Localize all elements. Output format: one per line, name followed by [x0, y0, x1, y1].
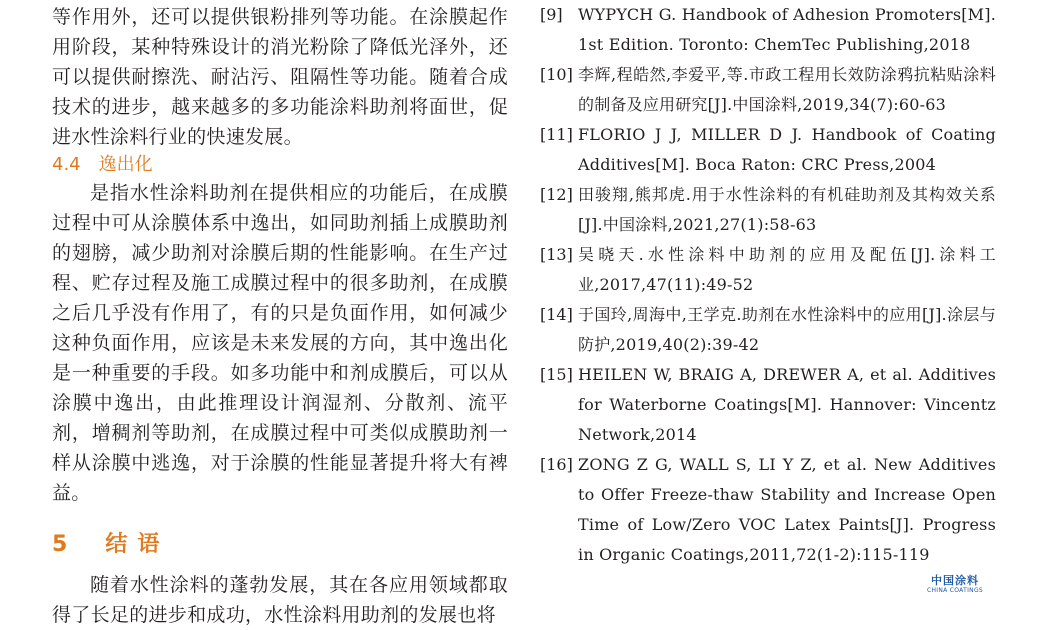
reference-text: FLORIO J J, MILLER D J. Handbook of Coating Additives[M]. Boca Raton: CRC Press,2004	[578, 125, 996, 174]
reference-number: [13]	[540, 245, 573, 264]
references-column	[540, 0, 996, 570]
reference-item	[540, 0, 996, 60]
reference-number: [16]	[540, 455, 573, 474]
subsection-title: 逸出化	[98, 154, 153, 175]
reference-item	[540, 60, 996, 120]
reference-number: [12]	[540, 185, 573, 204]
reference-text: ZONG Z G, WALL S, LI Y Z, et al. New Additives to Offer Freeze-thaw Stability and Increase Open Time of Low/Zero VOC Latex Paints[J]. Progress in Organic Coatings,2011,72(1-2):115-119	[578, 455, 996, 564]
logo-english-text: CHINA COATINGS	[927, 587, 983, 594]
reference-number: [9]	[540, 5, 563, 24]
reference-text: WYPYCH G. Handbook of Adhesion Promoters[M]. 1st Edition. Toronto: ChemTec Publishing,2018	[578, 5, 996, 54]
reference-item	[540, 180, 996, 240]
reference-text: 于国玲,周海中,王学克.助剂在水性涂料中的应用[J].涂层与防护,2019,40(2):39-42	[578, 305, 996, 354]
reference-text: 吴晓天.水性涂料中助剂的应用及配伍[J].涂料工业,2017,47(11):49-52	[578, 245, 996, 294]
reference-text: 田骏翔,熊邦虎.用于水性涂料的有机硅助剂及其构效关系[J].中国涂料,2021,27(1):58-63	[578, 185, 996, 234]
subsection-number: 4.4	[52, 154, 81, 175]
reference-text: HEILEN W, BRAIG A, DREWER A, et al. Additives for Waterborne Coatings[M]. Hannover: Vincentz Network,2014	[578, 365, 996, 444]
intro-paragraph: 等作用外，还可以提供银粉排列等功能。在涂膜起作用阶段，某种特殊设计的消光粉除了降低光泽外，还可以提供耐擦洗、耐沾污、阻隔性等功能。随着合成技术的进步，越来越多的多功能涂料助剂将面世，促进水性涂料行业的快速发展。	[52, 6, 508, 148]
reference-number: [14]	[540, 305, 573, 324]
subsection-heading	[52, 152, 508, 178]
reference-item	[540, 120, 996, 180]
reference-item	[540, 450, 996, 570]
reference-number: [15]	[540, 365, 573, 384]
subsection-paragraph: 是指水性涂料助剂在提供相应的功能后，在成膜过程中可从涂膜体系中逸出，如同助剂插上成膜助剂的翅膀，减少助剂对涂膜后期的性能影响。在生产过程、贮存过程及施工成膜过程中的很多助剂，在成膜之后几乎没有作用了，有的只是负面作用，如何减少这种负面作用，应该是未来发展的方向，其中逸出化是一种重要的手段。如多功能中和剂成膜后，可以从涂膜中逸出，由此推理设计润湿剂、分散剂、流平剂，增稠剂等助剂，在成膜过程中可类似成膜助剂一样从涂膜中逃逸，对于涂膜的性能显著提升将大有裨益。	[52, 182, 508, 504]
section-paragraph: 随着水性涂料的蓬勃发展，其在各应用领域都取得了长足的进步和成功，水性涂料用助剂的发展也将	[52, 574, 508, 626]
reference-item	[540, 360, 996, 450]
logo-chinese-text: 中国涂料	[931, 574, 979, 587]
journal-logo	[920, 574, 990, 595]
reference-item	[540, 240, 996, 300]
section-number: 5	[52, 532, 78, 557]
left-column	[52, 2, 508, 630]
section-heading	[52, 530, 508, 560]
reference-item	[540, 300, 996, 360]
reference-number: [11]	[540, 125, 573, 144]
section-title: 结语	[105, 532, 170, 557]
reference-number: [10]	[540, 65, 573, 84]
reference-text: 李辉,程皓然,李爱平,等.市政工程用长效防涂鸦抗粘贴涂料的制备及应用研究[J].中国涂料,2019,34(7):60-63	[578, 65, 996, 114]
